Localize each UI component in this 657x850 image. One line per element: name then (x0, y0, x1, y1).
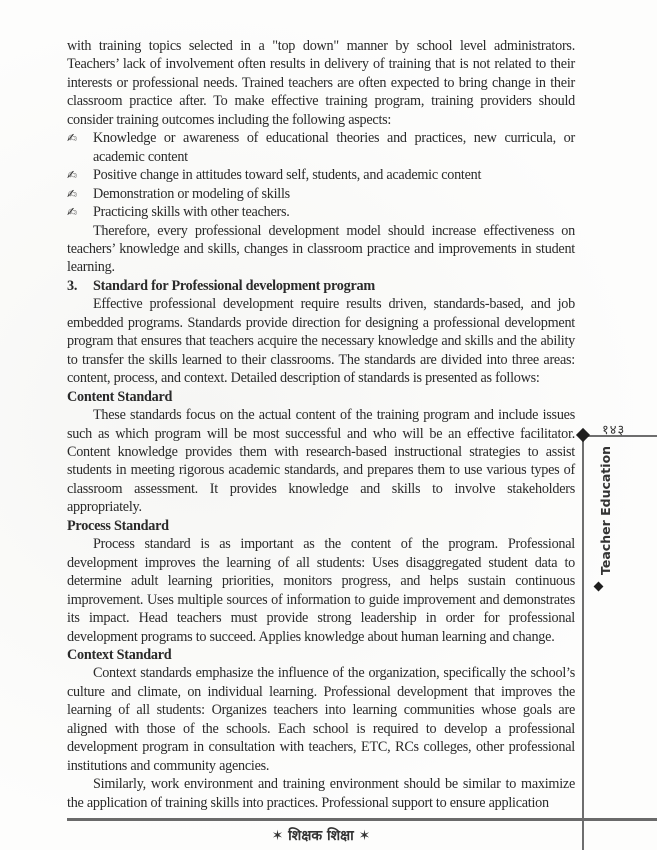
margin-vertical-rule (582, 436, 584, 850)
list-item: ✍ Demonstration or modeling of skills (67, 185, 290, 202)
section-title: Standard for Professional development program (93, 277, 375, 294)
list-item: ✍ Practicing skills with other teachers. (67, 204, 290, 221)
writing-hand-bullet-icon: ✍ (67, 205, 77, 220)
list-item: ✍ Positive change in attitudes toward self, students, and academic content (67, 167, 482, 184)
footer-journal-title: ✶ शिक्षक शिक्षा ✶ (271, 828, 371, 844)
therefore-paragraph: Therefore, every professional development model should increase effectiveness on teachers’ knowledge and skills, changes in classroom practice and improvements in student learning. (67, 222, 575, 276)
process-standard-heading: Process Standard (67, 517, 169, 534)
closing-paragraph: Similarly, work environment and training environment should be similar to maximize the application of training skills into practices. Professional support to ensure application (67, 776, 575, 811)
page-number: १४३ (602, 423, 626, 438)
content-standard-heading: Content Standard (67, 388, 173, 405)
intro-paragraph: with training topics selected in a "top down" manner by school level administrators. Teachers’ lack of involvement often results in delivery of training that is not related to their interests or professional needs. Trained teachers are often expected to bring change in their classroom practice after. To make effective training program, training providers should consider training outcomes including the following aspects: (67, 38, 575, 128)
footer-rule (67, 818, 657, 821)
outcomes-bullet-list (67, 129, 575, 221)
running-side-title: Teacher Education (598, 445, 613, 575)
section-3-heading (67, 277, 575, 295)
writing-hand-bullet-icon: ✍ (67, 131, 77, 146)
context-standard-paragraph: Context standards emphasize the influence of the organization, specifically the school’s culture and climate, on individual learning. Professional development that improves the learning of all students: Organizes teachers into learning communities whose goals are aligned with those of the schools. Each school is required to develop a professional development program in consultation with teachers, ETC, RCs colleges, other professional institutions and community agencies. (67, 665, 575, 774)
content-standard-paragraph: These standards focus on the actual content of the training program and include issues such as which program will be most successful and who will be an effective facilitator. Content knowledge provides them with research-based instructional strategies to assist students in meeting rigorous academic standards, and prepares them to use various types of classroom assessment. It provides knowledge and skills to involve stakeholders appropriately. (67, 407, 575, 516)
body-text-column (67, 37, 575, 812)
writing-hand-bullet-icon: ✍ (67, 168, 77, 183)
context-standard-heading: Context Standard (67, 646, 172, 663)
writing-hand-bullet-icon: ✍ (67, 186, 77, 201)
section-number: 3. (67, 277, 78, 294)
list-item: ✍ Knowledge or awareness of educational theories and practices, new curricula, or academic content (67, 130, 575, 165)
process-standard-paragraph: Process standard is as important as the content of the program. Professional development improves the learning of all students: Uses disaggregated student data to determine adult learning priorities, monitors progress, and helps sustain continuous improvement. Uses multiple sources of information to guide improvement and demonstrates its impact. Head teachers must provide strong leadership in order for professional development programs to succeed. Applies knowledge about human learning and change. (67, 536, 575, 645)
section-3-paragraph: Effective professional development require results driven, standards-based, and job embedded programs. Standards provide direction for designing a professional development program that ensures that teachers acquire the necessary knowledge and skills and the ability to transfer the skills learned to their classrooms. The standards are divided into three areas: content, process, and context. Detailed description of standards is presented as follows: (67, 296, 575, 387)
